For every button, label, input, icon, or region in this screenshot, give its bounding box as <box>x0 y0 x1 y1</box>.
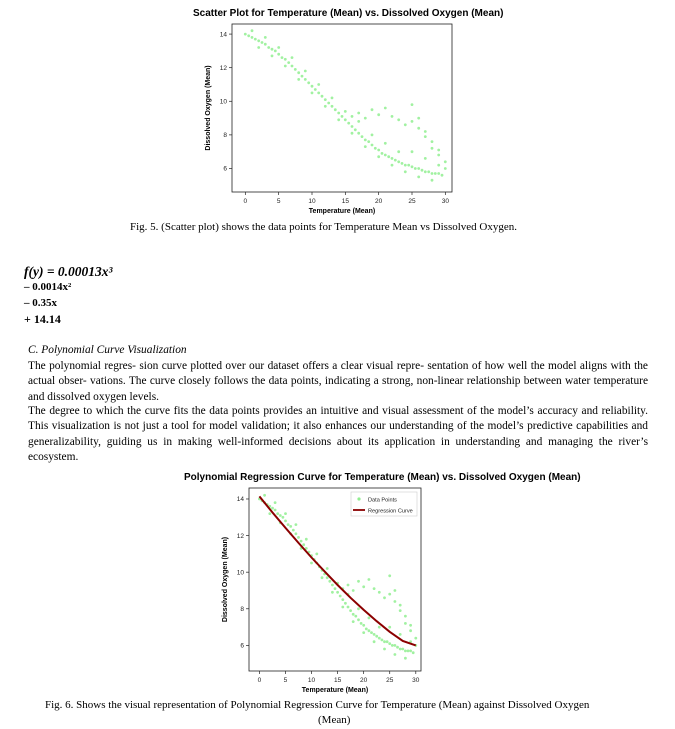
data-point <box>291 56 294 59</box>
data-point <box>362 631 365 634</box>
equation-line-3: – 0.35x <box>24 297 57 309</box>
data-point <box>388 626 391 629</box>
data-point <box>397 150 400 153</box>
data-point <box>384 142 387 145</box>
x-tick-label: 5 <box>276 198 281 205</box>
figure5-caption: Fig. 5. (Scatter plot) shows the data points for Temperature Mean vs Dissolved Oxygen. <box>130 221 518 233</box>
data-point <box>324 105 327 108</box>
data-point <box>371 108 374 111</box>
data-point <box>414 167 417 170</box>
data-point <box>383 648 386 651</box>
data-point <box>304 70 307 73</box>
figure5-title: Scatter Plot for Temperature (Mean) vs. Dissolved Oxygen (Mean) <box>193 8 504 19</box>
data-point <box>394 644 397 647</box>
data-point <box>344 602 347 605</box>
data-point <box>331 97 334 100</box>
data-point <box>388 642 391 645</box>
data-point <box>399 604 402 607</box>
data-point <box>397 118 400 121</box>
legend-label: Data Points <box>368 497 397 504</box>
data-point <box>347 584 350 587</box>
data-point <box>357 132 360 135</box>
data-point <box>337 112 340 115</box>
data-point <box>304 78 307 81</box>
data-point <box>302 543 305 546</box>
x-tick-label: 10 <box>307 677 316 684</box>
data-point <box>375 635 378 638</box>
data-point <box>344 110 347 113</box>
data-point <box>305 538 308 541</box>
data-point <box>294 68 297 71</box>
y-tick-label: 10 <box>219 98 227 106</box>
figure5-plot-area <box>205 24 452 215</box>
x-axis-label: Temperature (Mean) <box>308 208 376 215</box>
data-point <box>264 36 267 39</box>
data-point <box>347 122 350 125</box>
equation-line-1: f(y) = 0.00013x³ <box>24 264 113 279</box>
figure6-caption-line-2: (Mean) <box>318 714 351 726</box>
data-point <box>381 639 384 642</box>
x-tick-label: 15 <box>333 677 342 684</box>
x-tick-label: 0 <box>243 198 248 205</box>
data-point <box>268 512 271 515</box>
data-point <box>261 41 264 44</box>
data-point <box>378 637 381 640</box>
data-point <box>377 113 380 116</box>
data-point <box>254 38 257 41</box>
x-tick-label: 20 <box>360 677 368 684</box>
data-point <box>424 157 427 160</box>
x-tick-label: 25 <box>408 198 416 205</box>
data-point <box>297 78 300 81</box>
y-tick-label: 8 <box>240 605 244 613</box>
data-point <box>297 71 300 74</box>
data-point <box>409 629 412 632</box>
data-point <box>271 48 274 51</box>
data-point <box>331 584 334 587</box>
data-point <box>287 523 290 526</box>
data-point <box>404 650 407 653</box>
figure5-scatter-chart <box>204 22 464 222</box>
data-point <box>431 172 434 175</box>
data-point <box>404 615 407 618</box>
data-point <box>378 591 381 594</box>
data-point <box>384 107 387 110</box>
data-point <box>364 117 367 120</box>
y-tick-label: 14 <box>219 31 227 39</box>
data-point <box>263 494 266 497</box>
data-point <box>289 525 292 528</box>
data-point <box>300 540 303 543</box>
data-point <box>431 147 434 150</box>
data-point <box>411 103 414 106</box>
data-point <box>321 576 324 579</box>
data-point <box>365 628 368 631</box>
data-point <box>401 162 404 165</box>
data-point <box>411 150 414 153</box>
data-point <box>314 88 317 91</box>
data-point <box>397 160 400 163</box>
data-point <box>417 167 420 170</box>
data-point <box>431 179 434 182</box>
data-point <box>371 134 374 137</box>
data-point <box>373 640 376 643</box>
data-point <box>277 46 280 49</box>
data-point <box>352 613 355 616</box>
data-point <box>391 164 394 167</box>
y-tick-label: 12 <box>219 64 227 72</box>
data-point <box>424 130 427 133</box>
x-tick-label: 25 <box>386 677 394 684</box>
data-point <box>251 36 254 39</box>
data-point <box>399 633 402 636</box>
data-point <box>394 589 397 592</box>
data-point <box>391 115 394 118</box>
data-point <box>431 140 434 143</box>
data-point <box>284 512 287 515</box>
data-point <box>381 152 384 155</box>
data-point <box>327 102 330 105</box>
data-point <box>404 622 407 625</box>
data-point <box>427 170 430 173</box>
data-point <box>396 646 399 649</box>
data-point <box>368 617 371 620</box>
data-point <box>383 596 386 599</box>
data-point <box>291 65 294 68</box>
x-tick-label: 15 <box>341 198 349 205</box>
data-point <box>336 591 339 594</box>
data-point <box>331 591 334 594</box>
x-tick-label: 5 <box>283 677 288 684</box>
data-point <box>257 46 260 49</box>
data-point <box>357 618 360 621</box>
data-point <box>388 593 391 596</box>
data-point <box>282 516 285 519</box>
data-point <box>244 33 247 36</box>
data-point <box>257 39 260 42</box>
data-point <box>441 174 444 177</box>
data-point <box>404 123 407 126</box>
legend-marker-data-points <box>357 497 360 500</box>
data-point <box>317 83 320 86</box>
data-point <box>271 507 274 510</box>
data-point <box>301 75 304 78</box>
data-point <box>311 85 314 88</box>
data-point <box>364 139 367 142</box>
data-point <box>331 105 334 108</box>
data-point <box>394 159 397 162</box>
data-point <box>417 176 420 179</box>
data-point <box>341 606 344 609</box>
x-tick-label: 30 <box>412 677 420 684</box>
figure6-regression-chart <box>222 486 432 700</box>
data-point <box>387 155 390 158</box>
data-point <box>334 587 337 590</box>
y-tick-label: 8 <box>223 132 227 140</box>
data-point <box>404 657 407 660</box>
data-point <box>371 144 374 147</box>
data-point <box>341 598 344 601</box>
data-point <box>437 164 440 167</box>
data-point <box>370 631 373 634</box>
figure6-plot-area <box>222 488 421 694</box>
data-point <box>354 615 357 618</box>
data-point <box>377 149 380 152</box>
data-point <box>394 600 397 603</box>
data-point <box>384 154 387 157</box>
data-point <box>274 509 277 512</box>
data-point <box>295 532 298 535</box>
x-tick-label: 0 <box>257 677 262 684</box>
data-point <box>337 118 340 121</box>
data-point <box>424 170 427 173</box>
data-point <box>391 644 394 647</box>
y-tick-label: 14 <box>236 496 244 504</box>
section-paragraph-1: The polynomial regres- sion curve plotted over our dataset offers a clear visual repre- sentation of how well the model aligns with the actual obser- vations. The curve closely follows the data points, indicating a strong, non-linear relationship between water temperature and dissolved oxygen levels. <box>28 360 648 403</box>
data-point <box>307 81 310 84</box>
data-point <box>351 125 354 128</box>
data-point <box>360 622 363 625</box>
data-point <box>310 562 313 565</box>
data-point <box>404 170 407 173</box>
data-point <box>388 574 391 577</box>
data-point <box>399 609 402 612</box>
data-point <box>295 523 298 526</box>
data-point <box>421 169 424 172</box>
data-point <box>297 536 300 539</box>
x-tick-label: 10 <box>308 198 316 205</box>
data-point <box>444 167 447 170</box>
data-point <box>326 567 329 570</box>
data-point <box>349 609 352 612</box>
plot-frame <box>232 24 452 192</box>
data-point <box>417 127 420 130</box>
data-point <box>354 128 357 131</box>
y-tick-label: 6 <box>240 642 244 650</box>
data-point <box>277 53 280 56</box>
data-point <box>444 160 447 163</box>
y-tick-label: 12 <box>236 532 244 540</box>
x-axis-label: Temperature (Mean) <box>301 687 369 694</box>
data-point <box>292 529 295 532</box>
data-point <box>362 585 365 588</box>
data-point <box>334 108 337 111</box>
data-point <box>437 149 440 152</box>
data-point <box>404 164 407 167</box>
data-point <box>274 501 277 504</box>
data-point <box>434 172 437 175</box>
y-tick-label: 10 <box>236 569 244 577</box>
data-point <box>374 147 377 150</box>
data-point <box>373 587 376 590</box>
data-point <box>315 553 318 556</box>
data-point <box>357 112 360 115</box>
data-point <box>317 92 320 95</box>
data-point <box>287 61 290 64</box>
data-point <box>367 140 370 143</box>
data-point <box>311 92 314 95</box>
data-point <box>409 650 412 653</box>
data-point <box>386 640 389 643</box>
data-point <box>276 512 279 515</box>
legend-label: Regression Curve <box>368 508 413 515</box>
data-point <box>339 595 342 598</box>
data-point <box>373 633 376 636</box>
data-point <box>351 115 354 118</box>
data-point <box>361 135 364 138</box>
data-point <box>251 29 254 32</box>
data-point <box>424 135 427 138</box>
y-tick-label: 6 <box>223 165 227 173</box>
data-point <box>344 118 347 121</box>
data-point <box>321 95 324 98</box>
y-axis-label: Dissolved Oxygen (Mean) <box>205 65 212 151</box>
data-point <box>347 606 350 609</box>
data-point <box>368 578 371 581</box>
data-point <box>394 653 397 656</box>
data-point <box>326 576 329 579</box>
data-point <box>281 56 284 59</box>
x-tick-label: 20 <box>375 198 383 205</box>
data-point <box>352 589 355 592</box>
data-point <box>274 50 277 53</box>
data-point <box>407 164 410 167</box>
data-point <box>341 115 344 118</box>
data-point <box>284 520 287 523</box>
data-point <box>437 154 440 157</box>
equation-line-2: – 0.0014x² <box>24 281 72 293</box>
data-point <box>362 624 365 627</box>
data-point <box>412 651 415 654</box>
data-point <box>414 637 417 640</box>
data-point <box>357 120 360 123</box>
data-point <box>377 155 380 158</box>
data-point <box>284 65 287 68</box>
data-point <box>401 648 404 651</box>
data-point <box>271 55 274 58</box>
data-point <box>364 145 367 148</box>
data-point <box>368 629 371 632</box>
section-paragraph-2: The degree to which the curve fits the data points provides an intuitive and visual assessment of the model’s accuracy and reliability. This visualization is not just a tool for model validation; it also enhances our understanding of the model’s predictive capabilities and generalizability, guiding us in making well-informed decisions about its application in understanding and managing the river’s ecosystem. <box>28 405 648 464</box>
data-point <box>357 607 360 610</box>
data-point <box>324 98 327 101</box>
data-point <box>328 580 331 583</box>
equation-line-4: + 14.14 <box>24 312 61 326</box>
data-point <box>411 165 414 168</box>
data-point <box>437 172 440 175</box>
data-point <box>264 43 267 46</box>
data-point <box>399 648 402 651</box>
figure6-caption-line-1: Fig. 6. Shows the visual representation of Polynomial Regression Curve for Temperature (Mean) against Dissolved Oxygen <box>45 699 590 711</box>
data-point <box>391 157 394 160</box>
y-axis-label: Dissolved Oxygen (Mean) <box>222 536 229 623</box>
data-point <box>383 640 386 643</box>
x-tick-label: 30 <box>441 198 449 205</box>
data-point <box>409 624 412 627</box>
data-point <box>407 650 410 653</box>
data-point <box>284 58 287 61</box>
data-point <box>411 120 414 123</box>
figure6-title: Polynomial Regression Curve for Temperature (Mean) vs. Dissolved Oxygen (Mean) <box>184 472 581 483</box>
data-point <box>247 34 250 37</box>
data-point <box>357 580 360 583</box>
section-heading: C. Polynomial Curve Visualization <box>28 344 187 356</box>
data-point <box>352 620 355 623</box>
data-point <box>267 46 270 49</box>
data-point <box>417 117 420 120</box>
data-point <box>351 132 354 135</box>
data-point <box>279 514 282 517</box>
data-point <box>378 626 381 629</box>
